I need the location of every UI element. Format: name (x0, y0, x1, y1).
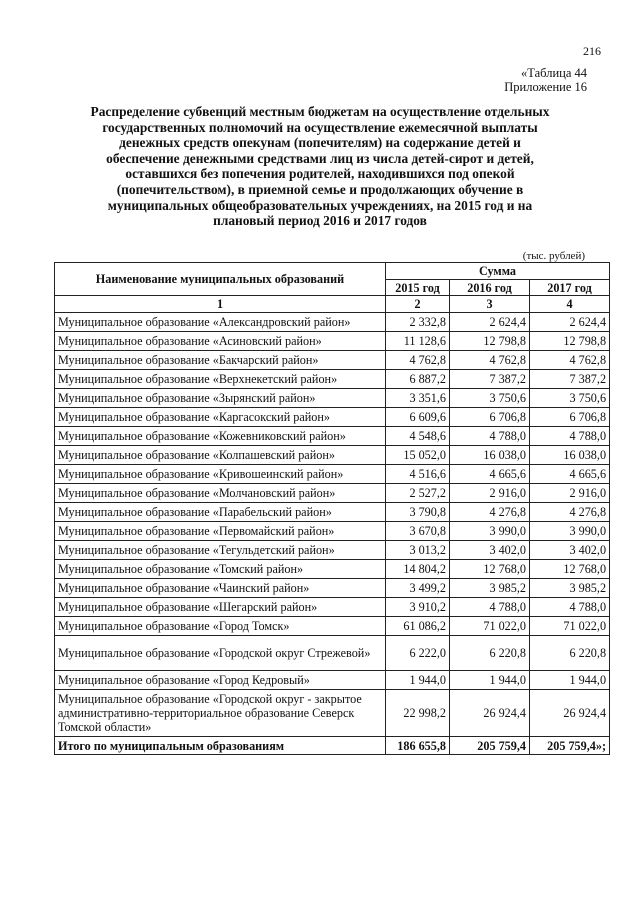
table-row (55, 503, 610, 522)
table-row (55, 313, 610, 332)
table-row (55, 351, 610, 370)
value-2017: 3 750,6 (530, 389, 610, 408)
header-name: Наименование муниципальных образований (55, 263, 386, 296)
value-2017: 16 038,0 (530, 446, 610, 465)
table-row (55, 484, 610, 503)
municipality-name: Муниципальное образование «Александровский район» (55, 313, 386, 332)
municipality-name: Муниципальное образование «Кривошеинский район» (55, 465, 386, 484)
municipality-name: Муниципальное образование «Шегарский район» (55, 598, 386, 617)
value-2015: 1 944,0 (386, 671, 450, 690)
municipality-name: Муниципальное образование «Парабельский район» (55, 503, 386, 522)
value-2015: 6 887,2 (386, 370, 450, 389)
value-2017: 4 788,0 (530, 427, 610, 446)
value-2017: 4 665,6 (530, 465, 610, 484)
value-2015: 3 670,8 (386, 522, 450, 541)
municipality-name: Муниципальное образование «Городской округ - закрытое административно-территориальное образование Северск Томской области» (55, 690, 386, 737)
document-title: Распределение субвенций местным бюджетам на осуществление отдельных государственных полномочий на осуществление ежемесячной выплаты денежных средств опекунам (попечителям) на содержание детей и обеспечение денежными средствами лиц из числа детей-сирот и детей, оставшихся без попечения родителей, находившихся под опекой (попечительством), в приемной семье и продолжающих обучение в муниципальных общеобразовательных учреждениях, на 2015 год и на плановый период 2016 и 2017 годов (90, 104, 550, 229)
value-2015: 2 527,2 (386, 484, 450, 503)
value-2015: 4 516,6 (386, 465, 450, 484)
value-2017: 4 276,8 (530, 503, 610, 522)
table-row (55, 465, 610, 484)
municipality-name: Муниципальное образование «Чаинский район» (55, 579, 386, 598)
value-2015: 6 222,0 (386, 636, 450, 671)
municipality-name: Муниципальное образование «Городской округ Стрежевой» (55, 636, 386, 671)
value-2017: 3 402,0 (530, 541, 610, 560)
value-2015: 61 086,2 (386, 617, 450, 636)
header-year-2017: 2017 год (530, 280, 610, 296)
municipality-name: Муниципальное образование «Асиновский район» (55, 332, 386, 351)
value-2016: 6 220,8 (450, 636, 530, 671)
value-2016: 12 798,8 (450, 332, 530, 351)
table-row (55, 560, 610, 579)
value-2016: 2 624,4 (450, 313, 530, 332)
subsidy-table (54, 262, 610, 755)
table-row (55, 389, 610, 408)
value-2017: 12 768,0 (530, 560, 610, 579)
table-row (55, 671, 610, 690)
value-2016: 4 788,0 (450, 598, 530, 617)
value-2016: 4 276,8 (450, 503, 530, 522)
value-2015: 14 804,2 (386, 560, 450, 579)
municipality-name: Муниципальное образование «Томский район» (55, 560, 386, 579)
table-row (55, 446, 610, 465)
value-2015: 22 998,2 (386, 690, 450, 737)
value-2015: 6 609,6 (386, 408, 450, 427)
table-row (55, 522, 610, 541)
value-2016: 4 788,0 (450, 427, 530, 446)
table-row (55, 541, 610, 560)
value-2017: 2 916,0 (530, 484, 610, 503)
table-row (55, 636, 610, 671)
value-2016: 16 038,0 (450, 446, 530, 465)
total-2017: 205 759,4»; (530, 737, 610, 755)
value-2015: 3 351,6 (386, 389, 450, 408)
value-2015: 4 548,6 (386, 427, 450, 446)
value-2016: 12 768,0 (450, 560, 530, 579)
page-number: 216 (583, 44, 601, 58)
municipality-name: Муниципальное образование «Колпашевский район» (55, 446, 386, 465)
value-2015: 2 332,8 (386, 313, 450, 332)
municipality-name: Муниципальное образование «Зырянский район» (55, 389, 386, 408)
table-row (55, 408, 610, 427)
value-2016: 26 924,4 (450, 690, 530, 737)
header-year-2015: 2015 год (386, 280, 450, 296)
col-number-3: 3 (450, 296, 530, 313)
value-2017: 3 990,0 (530, 522, 610, 541)
value-2016: 6 706,8 (450, 408, 530, 427)
value-2015: 3 499,2 (386, 579, 450, 598)
value-2016: 4 762,8 (450, 351, 530, 370)
value-2016: 7 387,2 (450, 370, 530, 389)
value-2015: 3 013,2 (386, 541, 450, 560)
municipality-name: Муниципальное образование «Кожевниковский район» (55, 427, 386, 446)
value-2017: 2 624,4 (530, 313, 610, 332)
value-2017: 6 220,8 (530, 636, 610, 671)
value-2016: 3 990,0 (450, 522, 530, 541)
value-2015: 11 128,6 (386, 332, 450, 351)
value-2015: 3 910,2 (386, 598, 450, 617)
value-2017: 6 706,8 (530, 408, 610, 427)
units-label: (тыс. рублей) (522, 250, 585, 262)
table-row (55, 370, 610, 389)
municipality-name: Муниципальное образование «Первомайский район» (55, 522, 386, 541)
value-2016: 1 944,0 (450, 671, 530, 690)
col-number-1: 1 (55, 296, 386, 313)
value-2017: 26 924,4 (530, 690, 610, 737)
value-2016: 2 916,0 (450, 484, 530, 503)
table-row (55, 332, 610, 351)
appendix-reference: Приложение 16 (504, 80, 587, 94)
municipality-name: Муниципальное образование «Город Кедровый» (55, 671, 386, 690)
value-2017: 71 022,0 (530, 617, 610, 636)
value-2017: 4 762,8 (530, 351, 610, 370)
col-number-4: 4 (530, 296, 610, 313)
value-2016: 3 402,0 (450, 541, 530, 560)
value-2015: 15 052,0 (386, 446, 450, 465)
total-2016: 205 759,4 (450, 737, 530, 755)
table-reference: «Таблица 44 (521, 66, 587, 80)
value-2017: 1 944,0 (530, 671, 610, 690)
total-row (55, 737, 610, 755)
table-row (55, 598, 610, 617)
municipality-name: Муниципальное образование «Молчановский район» (55, 484, 386, 503)
total-2015: 186 655,8 (386, 737, 450, 755)
value-2015: 4 762,8 (386, 351, 450, 370)
value-2017: 4 788,0 (530, 598, 610, 617)
value-2016: 3 985,2 (450, 579, 530, 598)
municipality-name: Муниципальное образование «Город Томск» (55, 617, 386, 636)
total-label: Итого по муниципальным образованиям (55, 737, 386, 755)
value-2015: 3 790,8 (386, 503, 450, 522)
header-year-2016: 2016 год (450, 280, 530, 296)
col-number-2: 2 (386, 296, 450, 313)
table-row (55, 617, 610, 636)
table-row (55, 427, 610, 446)
value-2016: 4 665,6 (450, 465, 530, 484)
value-2016: 3 750,6 (450, 389, 530, 408)
table-row (55, 690, 610, 737)
municipality-name: Муниципальное образование «Верхнекетский район» (55, 370, 386, 389)
municipality-name: Муниципальное образование «Бакчарский район» (55, 351, 386, 370)
municipality-name: Муниципальное образование «Тегульдетский район» (55, 541, 386, 560)
table-row (55, 579, 610, 598)
municipality-name: Муниципальное образование «Каргасокский район» (55, 408, 386, 427)
header-sum: Сумма (386, 263, 610, 280)
value-2016: 71 022,0 (450, 617, 530, 636)
value-2017: 12 798,8 (530, 332, 610, 351)
value-2017: 3 985,2 (530, 579, 610, 598)
value-2017: 7 387,2 (530, 370, 610, 389)
